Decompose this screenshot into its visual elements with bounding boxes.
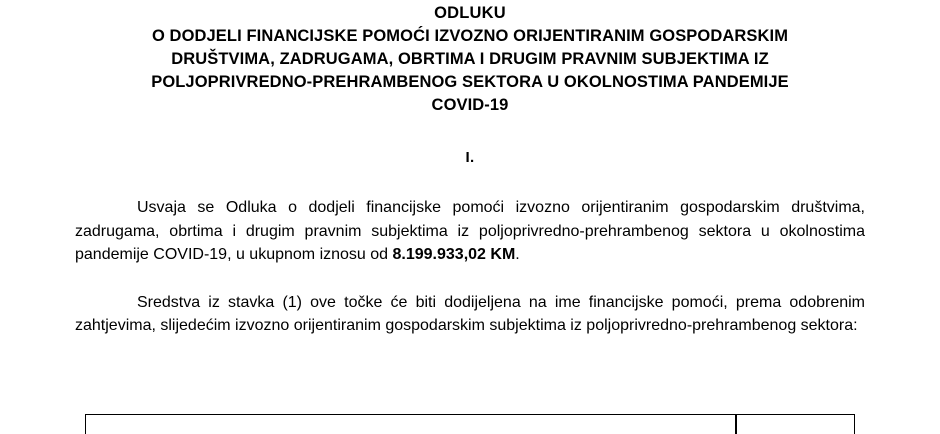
table-border bbox=[85, 414, 855, 434]
section-number: I. bbox=[465, 149, 475, 166]
title-line-5: COVID-19 bbox=[431, 96, 509, 114]
title-line-1: ODLUKU bbox=[434, 4, 506, 22]
paragraph-1-text: Usvaja se Odluka o dodjeli financijske pomoći izvozno orijentiranim gospodarskim društvima, zadrugama, obrtima i drugim pravnim subjektima iz poljoprivredno-prehrambenog sektora u okolnostima pandemije COVID-19, u ukupnom iznosu od bbox=[75, 199, 865, 263]
paragraph-2: Sredstva iz stavka (1) ove točke će biti dodijeljena na ime financijske pomoći, prema odobrenim zahtjevima, slijedećim izvozno orijentiranim gospodarskim subjektima iz poljoprivredno-prehrambenog sektora: bbox=[75, 293, 865, 334]
paragraph-1 bbox=[75, 196, 865, 267]
paragraph-1-amount: 8.199.933,02 KM bbox=[392, 246, 516, 263]
paragraph-1-tail: . bbox=[515, 246, 520, 263]
title-line-3: DRUŠTVIMA, ZADRUGAMA, OBRTIMA I DRUGIM PRAVNIM SUBJEKTIMA IZ bbox=[171, 50, 769, 68]
document-title bbox=[75, 0, 865, 117]
table-top-edge bbox=[75, 414, 865, 421]
title-line-2: O DODJELI FINANCIJSKE POMOĆI IZVOZNO ORIJENTIRANIM GOSPODARSKIM bbox=[151, 27, 789, 45]
table-column-divider bbox=[735, 414, 737, 434]
title-line-4: POLJOPRIVREDNO-PREHRAMBENOG SEKTORA U OKOLNOSTIMA PANDEMIJE bbox=[151, 73, 789, 91]
